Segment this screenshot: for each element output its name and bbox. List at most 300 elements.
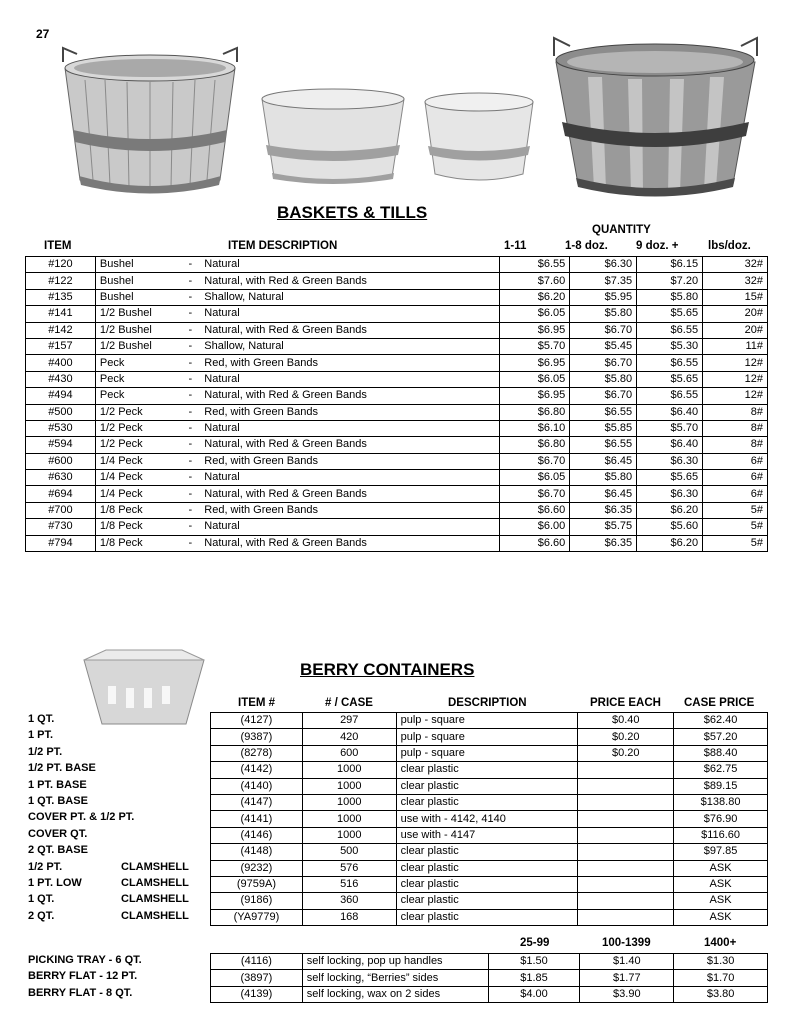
item-description-cell: Natural, with Red & Green Bands <box>200 437 500 453</box>
item-size-cell: 1/2 Peck <box>95 404 180 420</box>
price-9-doz-cell: $7.20 <box>637 273 703 289</box>
price-1-11-cell: $6.95 <box>500 322 570 338</box>
price-1-11-cell: $7.60 <box>500 273 570 289</box>
price-1-11-cell: $6.70 <box>500 453 570 469</box>
table-row <box>211 876 768 892</box>
baskets-table <box>25 256 768 552</box>
item-size-cell: 1/4 Peck <box>95 470 180 486</box>
price-9-doz-cell: $6.30 <box>637 453 703 469</box>
price-1-11-cell: $6.05 <box>500 306 570 322</box>
berry-per-case-cell: 297 <box>302 713 396 729</box>
tray-description-cell: self locking, pop up handles <box>302 954 488 970</box>
price-1-11-cell: $6.05 <box>500 371 570 387</box>
separator-dash: - <box>180 519 200 535</box>
item-size-cell: Peck <box>95 371 180 387</box>
berry-price-each-cell <box>578 778 674 794</box>
tray-price-100-1399-cell: $1.40 <box>580 954 674 970</box>
berry-price-each-cell <box>578 827 674 843</box>
table-row <box>211 844 768 860</box>
berry-price-each-cell: $0.20 <box>578 745 674 761</box>
price-1-8-doz-cell: $5.75 <box>570 519 637 535</box>
item-number-cell: #400 <box>26 355 96 371</box>
item-description-cell: Natural, with Red & Green Bands <box>200 322 500 338</box>
item-size-cell: Peck <box>95 388 180 404</box>
item-description-cell: Red, with Green Bands <box>200 355 500 371</box>
price-1-8-doz-cell: $5.80 <box>570 306 637 322</box>
table-row <box>211 762 768 778</box>
berry-item-number-cell: (9387) <box>211 729 303 745</box>
berry-row-name: 1 QT. <box>28 893 55 906</box>
lbs-per-doz-cell: 11# <box>703 338 768 354</box>
berry-item-number-cell: (4147) <box>211 794 303 810</box>
berry-row-name: 1 PT. BASE <box>28 778 87 791</box>
item-number-cell: #135 <box>26 289 96 305</box>
item-description-header: ITEM DESCRIPTION <box>228 240 338 252</box>
price-1-8-doz-cell: $6.70 <box>570 388 637 404</box>
tray-price-25-99-cell: $4.00 <box>488 986 580 1002</box>
berry-case-price-cell: $62.75 <box>674 762 768 778</box>
berry-item-number-cell: (4141) <box>211 811 303 827</box>
berry-price-each-cell <box>578 909 674 925</box>
tray-item-number-cell: (4116) <box>211 954 303 970</box>
item-number-cell: #594 <box>26 437 96 453</box>
item-description-cell: Natural <box>200 306 500 322</box>
item-size-cell: 1/2 Peck <box>95 437 180 453</box>
item-description-cell: Natural, with Red & Green Bands <box>200 388 500 404</box>
tray-price-25-99-cell: $1.50 <box>488 954 580 970</box>
lbs-per-doz-cell: 15# <box>703 289 768 305</box>
separator-dash: - <box>180 502 200 518</box>
berry-description-header: DESCRIPTION <box>448 697 527 709</box>
tray-item-number-cell: (4139) <box>211 986 303 1002</box>
berry-per-case-cell: 500 <box>302 844 396 860</box>
berry-table <box>210 712 768 926</box>
table-row <box>211 778 768 794</box>
tray-row-name: BERRY FLAT - 12 PT. <box>28 970 138 983</box>
price-9-doz-cell: $6.40 <box>637 404 703 420</box>
tray-description-cell: self locking, “Berries” sides <box>302 970 488 986</box>
price-1-11-cell: $6.95 <box>500 388 570 404</box>
berry-row-name: 1 PT. LOW <box>28 877 82 889</box>
item-number-cell: #157 <box>26 338 96 354</box>
tray-price-25-99-cell: $1.85 <box>488 970 580 986</box>
separator-dash: - <box>180 404 200 420</box>
price-1-8-doz-cell: $5.95 <box>570 289 637 305</box>
price-9-doz-cell: $5.60 <box>637 519 703 535</box>
berry-case-price-cell: $76.90 <box>674 811 768 827</box>
table-row <box>26 404 768 420</box>
berry-description-cell: clear plastic <box>396 893 578 909</box>
berry-price-each-cell <box>578 794 674 810</box>
price-9-doz-cell: $5.70 <box>637 420 703 436</box>
price-1-8-doz-cell: $6.55 <box>570 437 637 453</box>
item-size-cell: Peck <box>95 355 180 371</box>
price-1-11-cell: $6.60 <box>500 502 570 518</box>
item-number-cell: #122 <box>26 273 96 289</box>
table-row <box>211 713 768 729</box>
price-9-doz-cell: $6.20 <box>637 535 703 551</box>
separator-dash: - <box>180 470 200 486</box>
berry-row-name: 1/2 PT. <box>28 860 63 873</box>
page-number: 27 <box>36 27 50 41</box>
tray-qty-1400-header: 1400+ <box>704 937 737 949</box>
item-size-cell: 1/2 Bushel <box>95 338 180 354</box>
berry-case-price-cell: $89.15 <box>674 778 768 794</box>
lbs-per-doz-cell: 12# <box>703 371 768 387</box>
berry-per-case-cell: 168 <box>302 909 396 925</box>
berry-item-number-cell: (YA9779) <box>211 909 303 925</box>
berry-description-cell: clear plastic <box>396 844 578 860</box>
price-1-11-cell: $6.20 <box>500 289 570 305</box>
table-row <box>211 860 768 876</box>
item-size-cell: 1/4 Peck <box>95 453 180 469</box>
berry-item-number-cell: (4142) <box>211 762 303 778</box>
table-row <box>211 745 768 761</box>
price-9-doz-cell: $5.65 <box>637 306 703 322</box>
berry-description-cell: use with - 4142, 4140 <box>396 811 578 827</box>
berry-case-price-cell: $88.40 <box>674 745 768 761</box>
item-description-cell: Natural <box>200 371 500 387</box>
table-row <box>26 486 768 502</box>
table-row <box>211 827 768 843</box>
price-1-8-doz-cell: $5.45 <box>570 338 637 354</box>
item-description-cell: Natural <box>200 519 500 535</box>
berry-per-case-cell: 1000 <box>302 762 396 778</box>
price-1-11-cell: $6.00 <box>500 519 570 535</box>
berry-description-cell: pulp - square <box>396 729 578 745</box>
item-number-cell: #694 <box>26 486 96 502</box>
berry-row-name: 1 QT. <box>28 713 55 725</box>
item-number-cell: #120 <box>26 257 96 273</box>
table-row <box>26 273 768 289</box>
qty-1-11-header: 1-11 <box>504 240 527 252</box>
berry-description-cell: pulp - square <box>396 745 578 761</box>
item-number-cell: #142 <box>26 322 96 338</box>
lbs-per-doz-cell: 8# <box>703 420 768 436</box>
berry-price-each-cell: $0.40 <box>578 713 674 729</box>
table-row <box>26 502 768 518</box>
tray-row-name: PICKING TRAY - 6 QT. <box>28 954 142 966</box>
bushel-basket-image <box>55 40 245 198</box>
item-description-cell: Natural <box>200 470 500 486</box>
price-9-doz-cell: $6.15 <box>637 257 703 273</box>
price-1-11-cell: $6.10 <box>500 420 570 436</box>
item-number-cell: #730 <box>26 519 96 535</box>
lbs-per-doz-cell: 6# <box>703 486 768 502</box>
berry-row-name: 1 QT. BASE <box>28 795 88 807</box>
berry-per-case-cell: 576 <box>302 860 396 876</box>
price-1-11-cell: $6.55 <box>500 257 570 273</box>
berry-per-case-header: # / CASE <box>325 697 373 709</box>
item-number-cell: #700 <box>26 502 96 518</box>
price-1-8-doz-cell: $5.80 <box>570 470 637 486</box>
table-row <box>26 388 768 404</box>
table-row <box>211 970 768 986</box>
item-description-cell: Natural <box>200 257 500 273</box>
berry-case-price-cell: $116.60 <box>674 827 768 843</box>
price-1-11-cell: $6.80 <box>500 437 570 453</box>
tray-price-100-1399-cell: $3.90 <box>580 986 674 1002</box>
berry-per-case-cell: 420 <box>302 729 396 745</box>
berry-price-each-cell <box>578 893 674 909</box>
berry-per-case-cell: 1000 <box>302 811 396 827</box>
table-row <box>211 954 768 970</box>
tray-price-100-1399-cell: $1.77 <box>580 970 674 986</box>
lbs-per-doz-cell: 12# <box>703 355 768 371</box>
separator-dash: - <box>180 322 200 338</box>
price-9-doz-cell: $6.30 <box>637 486 703 502</box>
price-9-doz-cell: $6.40 <box>637 437 703 453</box>
lbs-per-doz-cell: 6# <box>703 470 768 486</box>
price-1-8-doz-cell: $7.35 <box>570 273 637 289</box>
berry-price-each-cell <box>578 811 674 827</box>
berry-per-case-cell: 600 <box>302 745 396 761</box>
lbs-per-doz-cell: 20# <box>703 306 768 322</box>
berry-description-cell: clear plastic <box>396 909 578 925</box>
berry-per-case-cell: 516 <box>302 876 396 892</box>
berry-item-number-cell: (9759A) <box>211 876 303 892</box>
price-1-8-doz-cell: $6.70 <box>570 322 637 338</box>
tray-row-name: BERRY FLAT - 8 QT. <box>28 986 133 999</box>
item-number-cell: #500 <box>26 404 96 420</box>
berry-row-name: 2 QT. BASE <box>28 844 88 857</box>
berry-description-cell: use with - 4147 <box>396 827 578 843</box>
price-9-doz-cell: $6.20 <box>637 502 703 518</box>
table-row <box>211 729 768 745</box>
item-number-cell: #794 <box>26 535 96 551</box>
price-9-doz-cell: $6.55 <box>637 388 703 404</box>
table-row <box>26 437 768 453</box>
item-size-cell: Bushel <box>95 289 180 305</box>
item-size-cell: 1/2 Bushel <box>95 306 180 322</box>
price-1-8-doz-cell: $5.80 <box>570 371 637 387</box>
item-description-cell: Natural, with Red & Green Bands <box>200 273 500 289</box>
item-size-cell: 1/4 Peck <box>95 486 180 502</box>
table-row <box>26 453 768 469</box>
separator-dash: - <box>180 486 200 502</box>
item-size-cell: 1/8 Peck <box>95 519 180 535</box>
lbs-doz-header: lbs/doz. <box>708 240 751 252</box>
berry-price-each-cell <box>578 844 674 860</box>
item-number-cell: #600 <box>26 453 96 469</box>
berry-per-case-cell: 1000 <box>302 794 396 810</box>
berry-case-price-cell: ASK <box>674 909 768 925</box>
item-description-cell: Shallow, Natural <box>200 289 500 305</box>
separator-dash: - <box>180 535 200 551</box>
table-row <box>26 289 768 305</box>
tray-price-1400-cell: $3.80 <box>674 986 768 1002</box>
tray-qty-25-99-header: 25-99 <box>520 937 550 949</box>
berry-description-cell: clear plastic <box>396 778 578 794</box>
separator-dash: - <box>180 273 200 289</box>
item-size-cell: 1/8 Peck <box>95 502 180 518</box>
berry-price-each-cell <box>578 762 674 778</box>
price-9-doz-cell: $5.80 <box>637 289 703 305</box>
item-size-cell: 1/2 Bushel <box>95 322 180 338</box>
item-number-cell: #494 <box>26 388 96 404</box>
baskets-title: BASKETS & TILLS <box>277 203 428 222</box>
berry-row-name: 1/2 PT. <box>28 745 63 758</box>
berry-item-number-cell: (4127) <box>211 713 303 729</box>
berry-per-case-cell: 360 <box>302 893 396 909</box>
berry-containers-title: BERRY CONTAINERS <box>300 660 475 679</box>
berry-case-price-cell: ASK <box>674 876 768 892</box>
lbs-per-doz-cell: 5# <box>703 502 768 518</box>
lbs-per-doz-cell: 12# <box>703 388 768 404</box>
separator-dash: - <box>180 338 200 354</box>
berry-description-cell: clear plastic <box>396 860 578 876</box>
berry-row-name: 1/2 PT. BASE <box>28 762 96 775</box>
berry-case-price-cell: $97.85 <box>674 844 768 860</box>
trays-table <box>210 953 768 1003</box>
lbs-per-doz-cell: 6# <box>703 453 768 469</box>
quantity-header: QUANTITY <box>592 224 651 236</box>
berry-item-number-cell: (9232) <box>211 860 303 876</box>
price-1-8-doz-cell: $6.45 <box>570 486 637 502</box>
berry-per-case-cell: 1000 <box>302 778 396 794</box>
qty-9-doz-header: 9 doz. + <box>636 240 679 252</box>
table-row <box>26 371 768 387</box>
tray-price-1400-cell: $1.30 <box>674 954 768 970</box>
tray-qty-100-1399-header: 100-1399 <box>602 937 651 949</box>
price-1-11-cell: $6.70 <box>500 486 570 502</box>
table-row <box>26 338 768 354</box>
price-9-doz-cell: $5.65 <box>637 371 703 387</box>
item-description-cell: Natural, with Red & Green Bands <box>200 486 500 502</box>
berry-description-cell: pulp - square <box>396 713 578 729</box>
price-1-11-cell: $6.95 <box>500 355 570 371</box>
table-row <box>26 535 768 551</box>
item-number-cell: #141 <box>26 306 96 322</box>
table-row <box>211 986 768 1002</box>
item-description-cell: Red, with Green Bands <box>200 404 500 420</box>
berry-description-cell: clear plastic <box>396 876 578 892</box>
berry-row-name: COVER QT. <box>28 827 88 840</box>
berry-price-each-header: PRICE EACH <box>590 697 661 709</box>
half-bushel-basket-image <box>422 90 536 184</box>
berry-item-header: ITEM # <box>238 697 276 709</box>
berry-row-type: CLAMSHELL <box>121 860 189 873</box>
berry-item-number-cell: (4148) <box>211 844 303 860</box>
item-size-cell: 1/2 Peck <box>95 420 180 436</box>
price-1-11-cell: $6.60 <box>500 535 570 551</box>
price-9-doz-cell: $6.55 <box>637 355 703 371</box>
shallow-basket-image <box>258 85 408 187</box>
item-size-cell: 1/8 Peck <box>95 535 180 551</box>
qty-1-8-doz-header: 1-8 doz. <box>565 240 608 252</box>
separator-dash: - <box>180 420 200 436</box>
berry-price-each-cell <box>578 876 674 892</box>
table-row <box>26 257 768 273</box>
lbs-per-doz-cell: 8# <box>703 437 768 453</box>
berry-row-type: CLAMSHELL <box>121 893 189 906</box>
separator-dash: - <box>180 306 200 322</box>
berry-per-case-cell: 1000 <box>302 827 396 843</box>
separator-dash: - <box>180 371 200 387</box>
separator-dash: - <box>180 437 200 453</box>
item-description-cell: Red, with Green Bands <box>200 502 500 518</box>
berry-row-name: COVER PT. & 1/2 PT. <box>28 811 135 824</box>
price-1-8-doz-cell: $6.35 <box>570 502 637 518</box>
table-row <box>26 322 768 338</box>
berry-item-number-cell: (4140) <box>211 778 303 794</box>
separator-dash: - <box>180 388 200 404</box>
separator-dash: - <box>180 453 200 469</box>
berry-description-cell: clear plastic <box>396 794 578 810</box>
price-1-11-cell: $6.80 <box>500 404 570 420</box>
item-number-cell: #630 <box>26 470 96 486</box>
item-number-cell: #430 <box>26 371 96 387</box>
table-row <box>26 519 768 535</box>
separator-dash: - <box>180 355 200 371</box>
item-size-cell: Bushel <box>95 273 180 289</box>
berry-item-number-cell: (9186) <box>211 893 303 909</box>
lbs-per-doz-cell: 5# <box>703 519 768 535</box>
berry-case-price-header: CASE PRICE <box>684 697 755 709</box>
berry-container-image <box>78 646 210 738</box>
berry-description-cell: clear plastic <box>396 762 578 778</box>
table-row <box>26 306 768 322</box>
berry-row-name: 2 QT. <box>28 909 55 922</box>
berry-row-name: 1 PT. <box>28 729 54 742</box>
berry-case-price-cell: $62.40 <box>674 713 768 729</box>
item-header: ITEM <box>44 240 72 252</box>
price-1-8-doz-cell: $6.45 <box>570 453 637 469</box>
table-row <box>26 355 768 371</box>
berry-price-each-cell: $0.20 <box>578 729 674 745</box>
price-1-8-doz-cell: $5.85 <box>570 420 637 436</box>
price-9-doz-cell: $6.55 <box>637 322 703 338</box>
item-description-cell: Natural, with Red & Green Bands <box>200 535 500 551</box>
berry-case-price-cell: ASK <box>674 893 768 909</box>
table-row <box>26 420 768 436</box>
lbs-per-doz-cell: 32# <box>703 273 768 289</box>
lbs-per-doz-cell: 20# <box>703 322 768 338</box>
berry-row-type: CLAMSHELL <box>121 909 189 922</box>
separator-dash: - <box>180 257 200 273</box>
table-row <box>211 811 768 827</box>
tray-item-number-cell: (3897) <box>211 970 303 986</box>
price-1-8-doz-cell: $6.55 <box>570 404 637 420</box>
berry-row-type: CLAMSHELL <box>121 877 189 889</box>
berry-case-price-cell: ASK <box>674 860 768 876</box>
price-1-11-cell: $5.70 <box>500 338 570 354</box>
berry-case-price-cell: $138.80 <box>674 794 768 810</box>
lbs-per-doz-cell: 5# <box>703 535 768 551</box>
banded-bushel-basket-image <box>548 32 763 202</box>
berry-item-number-cell: (4146) <box>211 827 303 843</box>
item-description-cell: Red, with Green Bands <box>200 453 500 469</box>
lbs-per-doz-cell: 8# <box>703 404 768 420</box>
tray-price-1400-cell: $1.70 <box>674 970 768 986</box>
table-row <box>211 909 768 925</box>
item-description-cell: Shallow, Natural <box>200 338 500 354</box>
price-1-8-doz-cell: $6.30 <box>570 257 637 273</box>
berry-price-each-cell <box>578 860 674 876</box>
separator-dash: - <box>180 289 200 305</box>
berry-item-number-cell: (8278) <box>211 745 303 761</box>
price-9-doz-cell: $5.65 <box>637 470 703 486</box>
table-row <box>26 470 768 486</box>
item-size-cell: Bushel <box>95 257 180 273</box>
price-1-11-cell: $6.05 <box>500 470 570 486</box>
table-row <box>211 794 768 810</box>
lbs-per-doz-cell: 32# <box>703 257 768 273</box>
berry-case-price-cell: $57.20 <box>674 729 768 745</box>
price-1-8-doz-cell: $6.35 <box>570 535 637 551</box>
tray-description-cell: self locking, wax on 2 sides <box>302 986 488 1002</box>
item-number-cell: #530 <box>26 420 96 436</box>
